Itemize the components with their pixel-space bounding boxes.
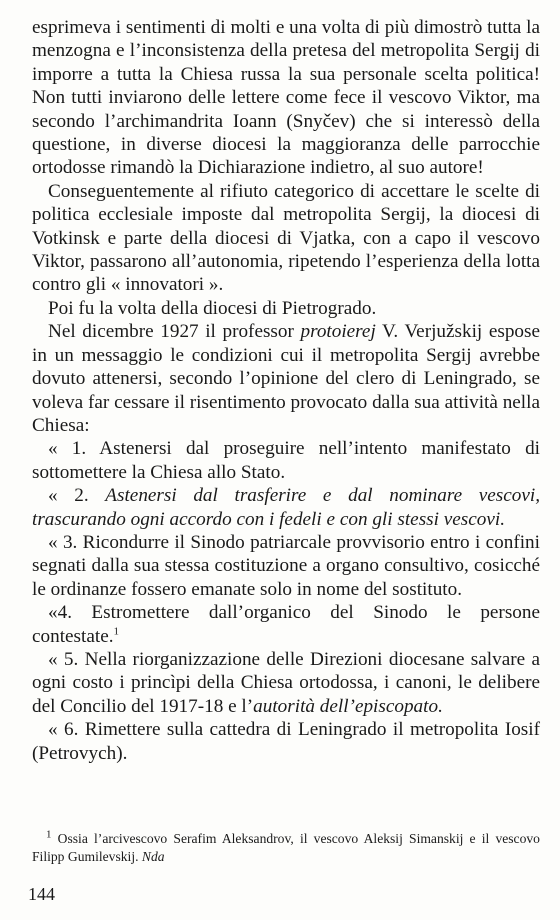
- paragraph-autonomy: Conseguentemente al rifiuto categorico di accettare le scelte di politica ecclesiale imposte dal metropolita Sergij, la diocesi di Votkinsk e parte della diocesi di Vjatka, con a capo il vescovo Viktor, passarono all’autonomia, ripetendo l’esperienza della lotta contro gli « innovatori ».: [32, 180, 540, 296]
- condition-3: « 3. Ricondurre il Sinodo patriarcale provvisorio entro i confini segnati dalla sua stessa costituzione a organo consultivo, cosicché le ordinanze fossero emanate solo in nome del sostituto.: [32, 531, 540, 600]
- paragraph-continuation: esprimeva i sentimenti di molti e una volta di più dimostrò tutta la menzogna e l’inconsistenza della pretesa del metropolita Sergij di imporre a tutta la Chiesa russa la sua personale scelta politica! Non tutti inviarono delle lettere come fece il vescovo Viktor, ma secondo l’archimandrita Ioann (Snyčev) che si interessò della questione, in diverse diocesi la maggioranza delle parrocchie ortodosse rimandò la Dichiarazione indietro, al suo autore!: [32, 17, 540, 179]
- footnote-reference: 1: [113, 625, 120, 638]
- footnote-1: [32, 830, 540, 866]
- italic-run: protoierej: [300, 321, 376, 343]
- condition-1: « 1. Astenersi dal proseguire nell’intento manifestato di sottomettere la Chiesa allo Stato.: [32, 438, 540, 483]
- condition-4: [32, 601, 540, 648]
- footnotes: [32, 830, 540, 866]
- condition-6: « 6. Rimettere sulla cattedra di Leningrado il metropolita Iosif (Petrovych).: [32, 719, 540, 764]
- paragraph-pietrogrado: Poi fu la volta della diocesi di Pietrogrado.: [48, 297, 377, 319]
- footnote-marker: 1: [46, 828, 52, 841]
- text-run: « 5. Nella riorganizzazione delle Direzioni diocesane salvare a ogni costo i princìpi della Chiesa ortodossa, i canoni, le delibere del Concilio del 1917-18 e l’: [32, 648, 540, 717]
- italic-run: Astenersi dal trasferire e dal nominare vescovi, trascurando ogni accordo con i fedeli e con gli stessi vescovi.: [32, 485, 540, 530]
- text-run: « 2.: [48, 485, 106, 507]
- footnote-italic: Nda: [141, 849, 165, 864]
- footnote-text: Ossia l’arcivescovo Serafim Aleksandrov, il vescovo Aleksij Simanskij e il vescovo Filipp Gumilevskij.: [32, 831, 540, 864]
- page-number: 144: [28, 884, 55, 904]
- paragraph-verjuzskij: [32, 320, 540, 437]
- text-run: V. Verjužskij espose in un messaggio le condizioni cui il metropolita Sergij avrebbe dovuto attenersi, secondo l’opinione del clero di Leningrado, se voleva far cessare il risentimento provocato dalla sua attività nella Chiesa:: [32, 321, 540, 436]
- text-run: «4. Estromettere dall’organico del Sinodo le persone contestate.: [32, 602, 540, 647]
- italic-run: autorità dell’episcopato.: [253, 695, 443, 717]
- condition-2: [32, 484, 540, 531]
- condition-5: [32, 648, 540, 718]
- main-text: [32, 16, 540, 765]
- text-run: Nel dicembre 1927 il professor: [48, 321, 301, 343]
